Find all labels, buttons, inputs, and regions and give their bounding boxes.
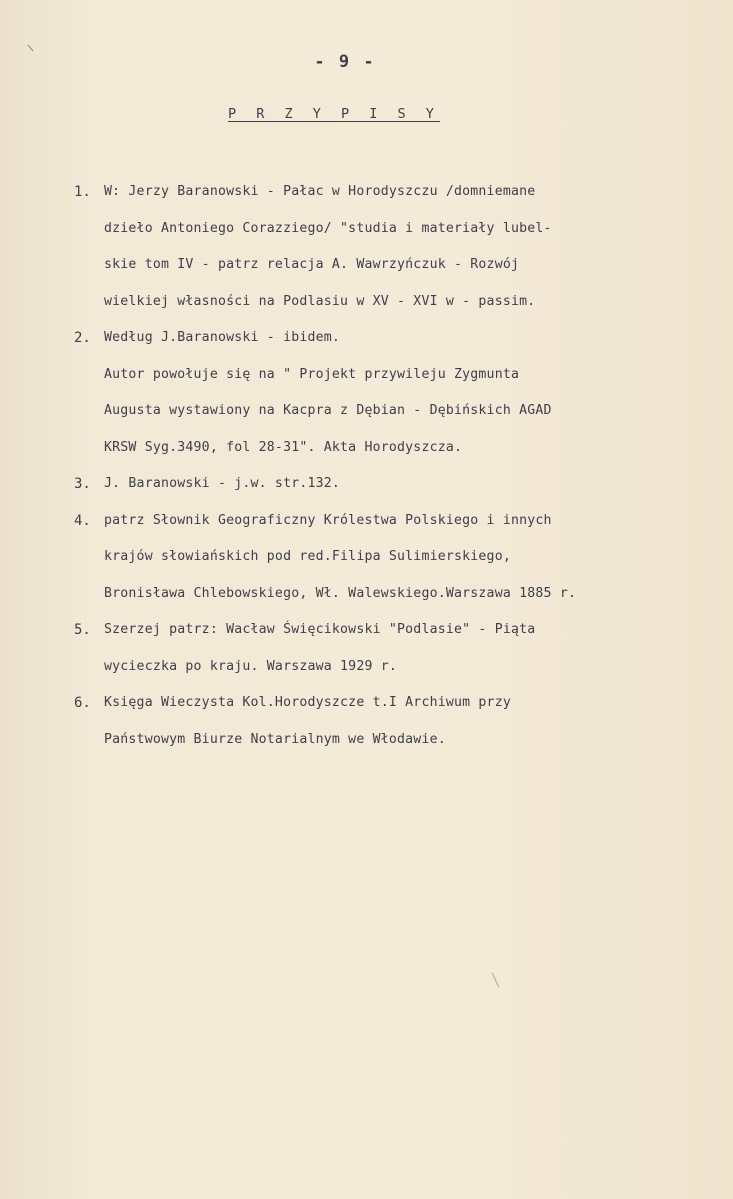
footnote-line: J. Baranowski - j.w. str.132. — [104, 476, 341, 491]
footnote-number: 5. — [74, 622, 91, 638]
footnote-number: 3. — [74, 476, 91, 492]
footnote-line: dzieło Antoniego Corazziego/ "studia i materiały lubel- — [104, 220, 552, 236]
footnote-line: Autor powołuje się na " Projekt przywileju Zygmunta — [104, 366, 520, 382]
footnote-5 — [74, 612, 714, 685]
footnote-line: skie tom IV - patrz relacja A. Wawrzyńczuk - Rozwój — [104, 257, 520, 272]
footnote-line: W: Jerzy Baranowski - Pałac w Horodyszczu /domniemane — [104, 184, 536, 199]
stray-mark-top-left — [28, 45, 34, 52]
footnote-line: wycieczka po kraju. Warszawa 1929 r. — [104, 658, 398, 674]
footnote-line: Szerzej patrz: Wacław Święcikowski "Podlasie" - Piąta — [104, 622, 536, 637]
footnote-3 — [74, 466, 714, 503]
footnote-line: patrz Słownik Geograficzny Królestwa Polskiego i innych — [104, 512, 552, 528]
footnotes-heading: P R Z Y P I S Y — [228, 106, 440, 122]
footnote-2 — [74, 320, 714, 466]
footnote-1 — [74, 174, 714, 320]
footnote-6 — [74, 685, 714, 758]
footnote-line: wielkiej własności na Podlasiu w XV - XVI w - passim. — [104, 293, 536, 309]
footnote-number: 1. — [74, 184, 91, 200]
footnote-4 — [74, 503, 714, 613]
page-number: - 9 - — [314, 52, 376, 72]
footnote-line: KRSW Syg.3490, fol 28-31". Akta Horodyszcza. — [104, 439, 463, 455]
footnote-number: 2. — [74, 330, 91, 346]
footnote-line: Augusta wystawiony na Kacpra z Dębian - Dębińskich AGAD — [104, 403, 552, 418]
footnote-line: Państwowym Biurze Notarialnym we Włodawie. — [104, 731, 446, 747]
footnote-number: 4. — [74, 512, 91, 529]
stray-mark-bottom — [492, 973, 500, 988]
footnotes-list — [74, 174, 714, 758]
footnote-line: Bronisława Chlebowskiego, Wł. Walewskiego.Warszawa 1885 r. — [104, 585, 577, 601]
footnote-number: 6. — [74, 695, 91, 711]
footnote-line: Według J.Baranowski - ibidem. — [104, 330, 341, 345]
footnote-line: Księga Wieczysta Kol.Horodyszcze t.I Archiwum przy — [104, 695, 511, 710]
footnote-line: krajów słowiańskich pod red.Filipa Sulimierskiego, — [104, 549, 511, 564]
